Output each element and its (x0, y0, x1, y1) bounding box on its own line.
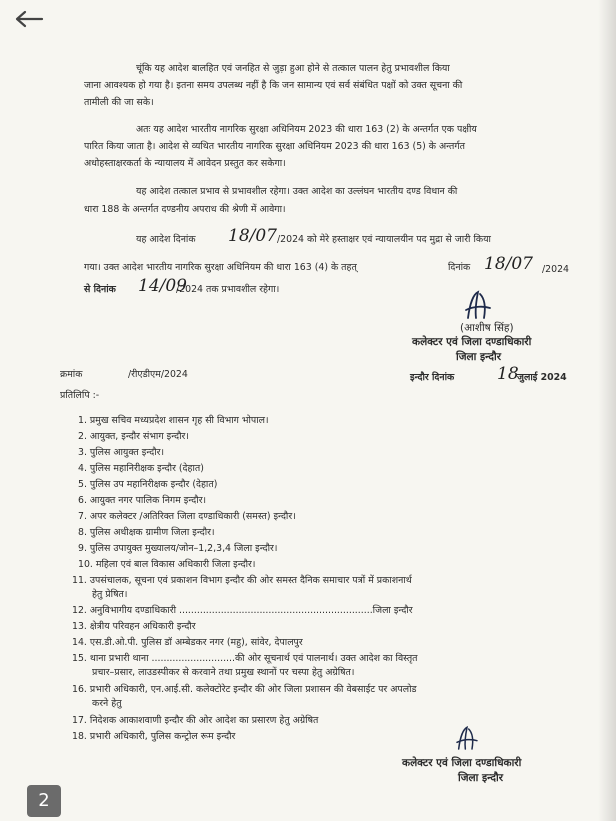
recipient-16: 16. प्रभारी अधिकारी, एन.आई.सी. कलेक्टोरेट इन्दौर की ओर जिला प्रशासन की वेबसाईट पर अपलोड (72, 684, 417, 695)
para1-line3: तामीली की जा सके। (84, 97, 154, 108)
order-date-month: जुलाई 2024 (517, 372, 567, 383)
recipient-17: 17. निदेशक आकाशवाणी इन्दौर की ओर आदेश का प्रसारण हेतु अग्रेषित (72, 715, 319, 726)
recipient-14: 14. एस.डी.ओ.पी. पुलिस डॉ अम्बेडकर नगर (महु), सांवेर, देपालपुर (72, 637, 303, 648)
para2-line2: पारित किया जाता है। आदेश से व्यथित भारतीय नागरिक सुरक्षा अधिनियम 2023 की धारा 163 (5) के अन्तर्गत (84, 141, 466, 152)
para3-line1: यह आदेश तत्काल प्रभाव से प्रभावशील रहेगा। उक्त आदेश का उल्लंघन भारतीय दण्ड विधान की (136, 186, 458, 197)
signatory-designation: कलेक्टर एवं जिला दण्डाधिकारी (412, 336, 532, 348)
copy-heading: प्रतिलिपि :- (60, 390, 100, 401)
signature-mark (460, 288, 496, 324)
signature-mark-2 (452, 722, 482, 756)
para4-line2-start: गया। उक्त आदेश भारतीय नागरिक सुरक्षा अधिनियम की धारा 163 (4) के तहत् (84, 262, 357, 273)
para4-line3-end: /2024 तक प्रभावशील रहेगा। (176, 284, 280, 295)
recipient-6: 6. आयुक्त नगर पालिक निगम इन्दौर। (78, 495, 207, 506)
recipient-11: 11. उपसंचालक, सूचना एवं प्रकाशन विभाग इन्दौर की ओर समस्त दैनिक समाचार पत्रों में प्रकाशनार्थ (72, 575, 412, 586)
recipient-16-cont: करने हेतु (92, 698, 122, 709)
para3-line2: धारा 188 के अन्तर्गत दण्डनीय अपराध की श्रेणी में आवेगा। (84, 204, 286, 215)
order-number-label: क्रमांक (60, 369, 83, 380)
para4-line2-year: /2024 (542, 264, 570, 275)
handwritten-day: 18 (497, 364, 519, 384)
recipient-12: 12. अनुविभागीय दण्डाधिकारी .................................................................जिला इन्दौर (72, 605, 413, 616)
para1-line2: जाना आवश्यक हो गया है। इतना समय उपलब्ध नहीं है कि जन सामान्य एवं सर्व संबंधित पक्षों को उक्त सूचना की (84, 80, 463, 91)
recipient-7: 7. अपर कलेक्टर /अतिरिक्त जिला दण्डाधिकारी (समस्त) इन्दौर। (78, 511, 296, 522)
signatory-place: जिला इन्दौर (456, 351, 501, 363)
recipient-15-cont: प्रचार–प्रसार, लाउडस्पीकर से करवाने तथा प्रमुख स्थानों पर चस्पा हेतु अग्रेषित। (92, 667, 355, 678)
collector-place-2: जिला इन्दौर (458, 772, 503, 784)
handwritten-date-2: 18/07 (484, 254, 533, 274)
recipient-4: 4. पुलिस महानिरीक्षक इन्दौर (देहात) (78, 463, 204, 474)
collector-designation-2: कलेक्टर एवं जिला दण्डाधिकारी (402, 757, 522, 769)
order-number: /रीएडीएम/2024 (128, 369, 188, 380)
para4-line1-end: /2024 को मेरे हस्ताक्षर एवं न्यायालयीन पद मुद्रा से जारी किया (277, 234, 491, 245)
para1-line1: चूंकि यह आदेश बालहित एवं जनहित से जुड़ा हुआ होने से तत्काल पालन हेतु प्रभावशील किया (136, 63, 450, 74)
recipient-3: 3. पुलिस आयुक्त इन्दौर। (78, 447, 165, 458)
recipient-15: 15. थाना प्रभारी थाना ............................की ओर सूचनार्थ एवं पालनार्थ। उक्त आदेश का विस्तृत (72, 653, 418, 664)
handwritten-date-3: 14/09 (138, 276, 187, 296)
para4-line1-start: यह आदेश दिनांक (136, 234, 196, 245)
handwritten-date-1: 18/07 (228, 226, 277, 246)
para2-line3: अधोहस्ताक्षरकर्ता के न्यायालय में आवेदन प्रस्तुत कर सकेगा। (84, 158, 286, 169)
page-edge-shadow (598, 0, 616, 821)
back-arrow-icon[interactable] (12, 10, 46, 28)
order-date-label: इन्दौर दिनांक (410, 372, 455, 383)
recipient-2: 2. आयुक्त, इन्दौर संभाग इन्दौर। (78, 431, 189, 442)
recipient-18: 18. प्रभारी अधिकारी, पुलिस कन्ट्रोल रूम इन्दौर (72, 731, 236, 742)
para4-line2-dinank: दिनांक (448, 262, 471, 273)
recipient-9: 9. पुलिस उपायुक्त मुख्यालय/जोन–1,2,3,4 जिला इन्दौर। (78, 543, 278, 554)
signatory-name: (आशीष सिंह) (460, 322, 514, 334)
recipient-1: 1. प्रमुख सचिव मध्यप्रदेश शासन गृह सी विभाग भोपाल। (78, 415, 269, 426)
para2-line1: अतः यह आदेश भारतीय नागरिक सुरक्षा अधिनियम 2023 की धारा 163 (2) के अन्तर्गत एक पक्षीय (136, 124, 477, 135)
recipient-10: 10. महिला एवं बाल विकास अधिकारी जिला इन्दौर। (78, 559, 256, 570)
page-number-badge: 2 (27, 785, 61, 817)
recipient-5: 5. पुलिस उप महानिरीक्षक इन्दौर (देहात) (78, 479, 218, 490)
recipient-8: 8. पुलिस अधीक्षक ग्रामीण जिला इन्दौर। (78, 527, 215, 538)
recipient-13: 13. क्षेत्रीय परिवहन अधिकारी इन्दौर (72, 621, 196, 632)
recipient-11-cont: हेतु प्रेषित। (92, 589, 128, 600)
para4-line3-start: से दिनांक (84, 284, 116, 295)
